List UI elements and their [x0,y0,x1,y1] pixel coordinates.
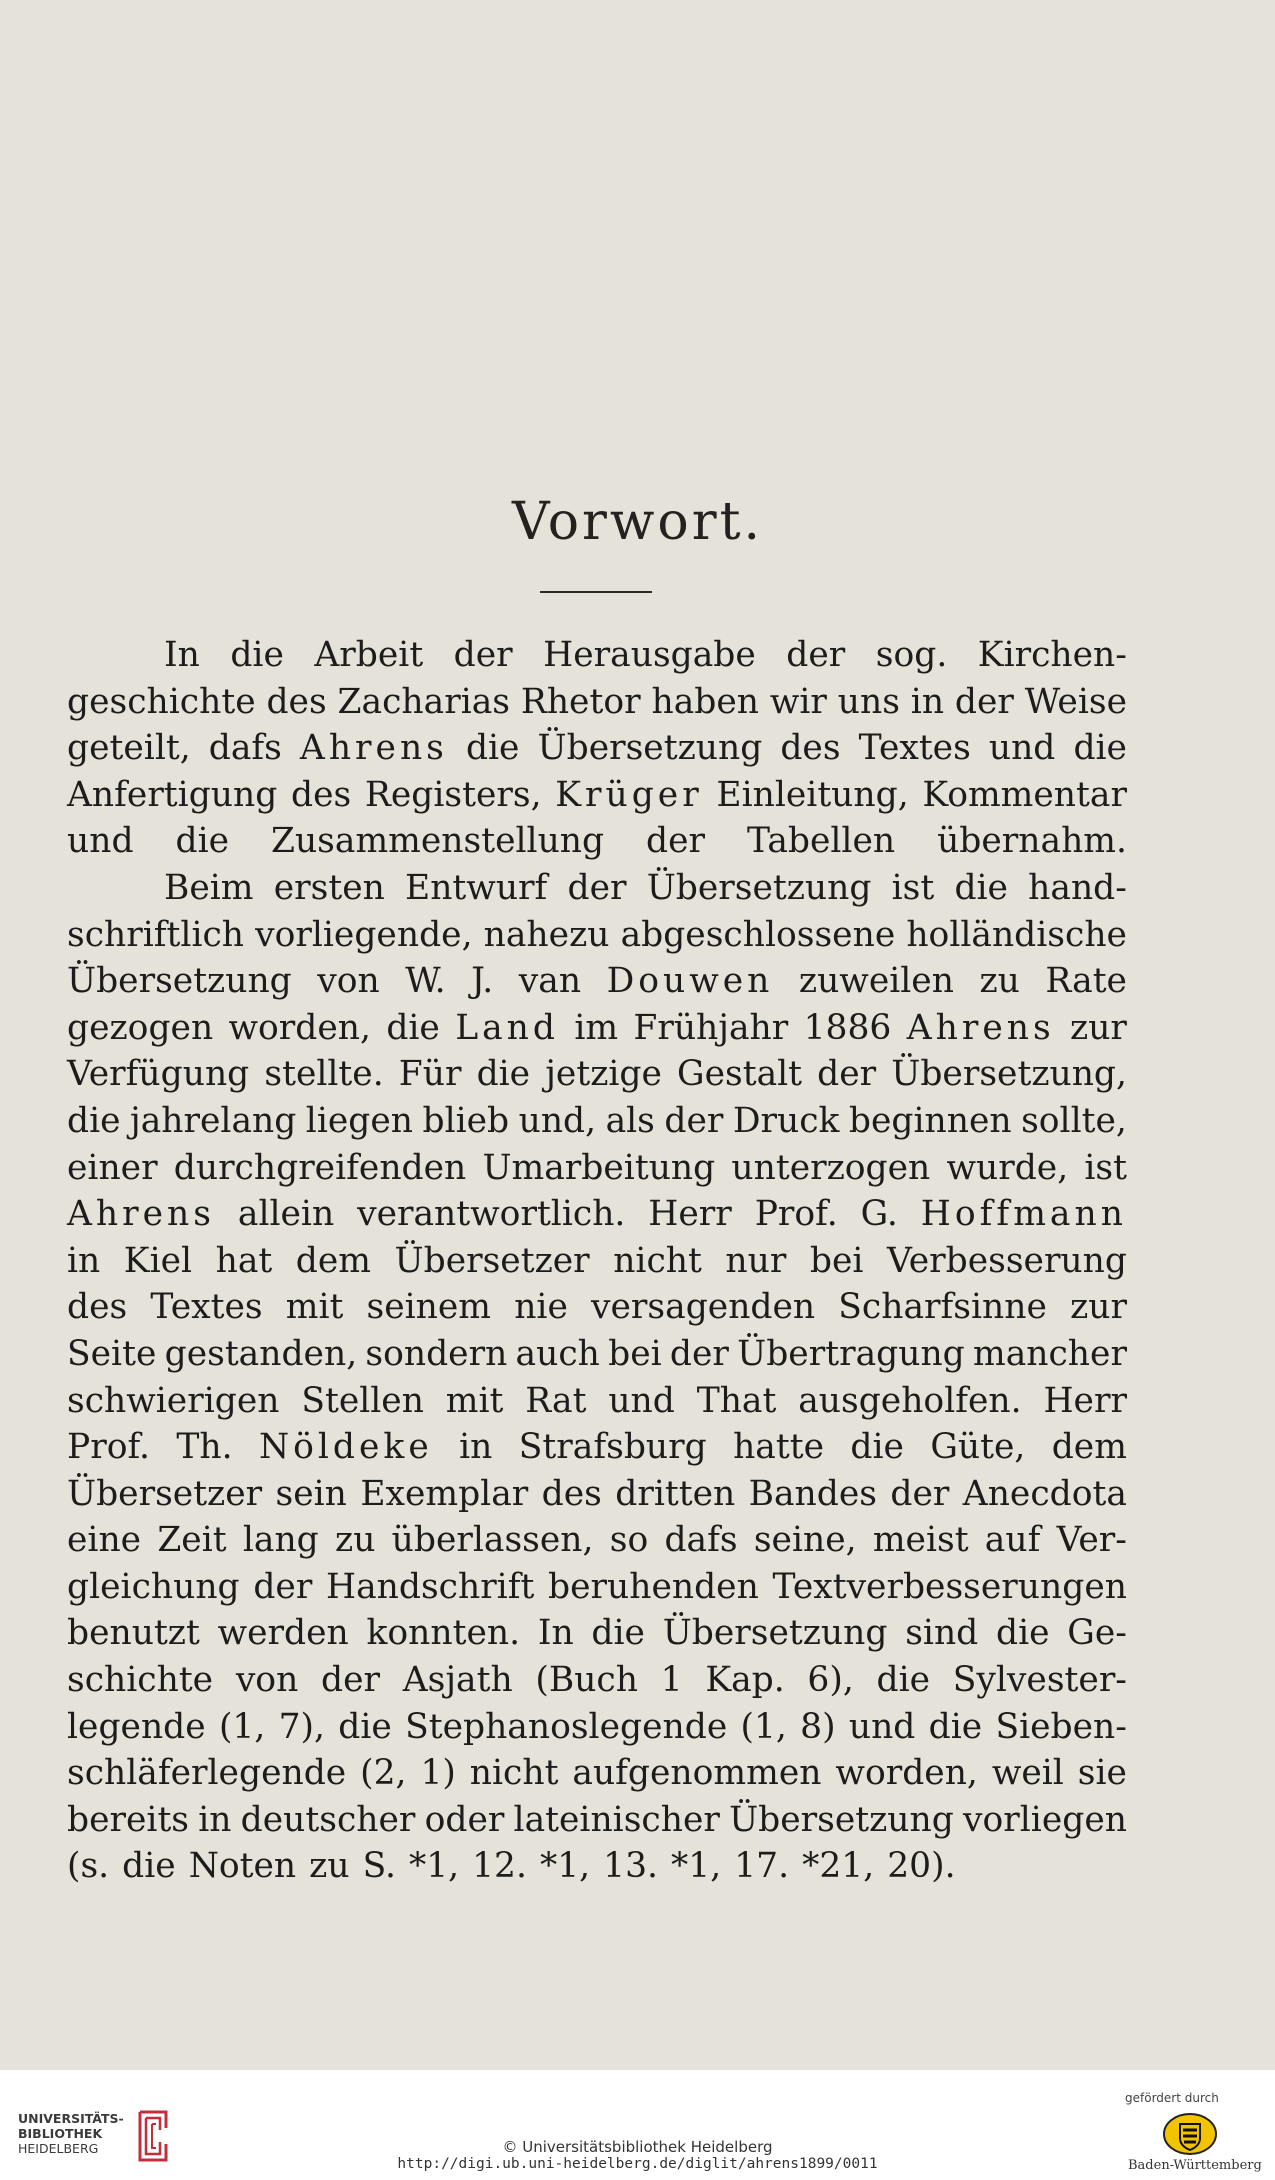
text-line [67,1051,1127,1098]
word: Th. [176,1427,233,1468]
word: lang [242,1520,319,1561]
word: holländische [906,914,1127,955]
word: Prof. [754,1194,838,1235]
text-line [67,1704,1127,1751]
word: Druck [732,1100,840,1141]
source-url[interactable]: http://digi.ub.uni-heidelberg.de/diglit/ahrens1899/0011 [397,2156,878,2172]
word: der [669,1333,729,1374]
word: Rhetor [520,681,641,722]
word: Stellen [301,1380,424,1421]
word: Douwen [606,961,774,1002]
funder-name: Baden-Württemberg [1128,2158,1262,2173]
word: der [321,1660,380,1701]
word: überlassen, [391,1520,594,1561]
word: Ahrens [906,1007,1055,1048]
word: stellte. [264,1054,384,1095]
word: schwierigen [67,1380,280,1421]
word: S. [362,1846,396,1887]
word: hand- [1028,867,1127,908]
word: weil [991,1753,1064,1794]
text-line [67,1843,1127,1890]
word: Übersetzung [662,1613,888,1654]
word: wir [769,681,827,722]
word: die [465,728,520,769]
text-line [67,1517,1127,1564]
word: zur [1070,1007,1127,1048]
word: und [608,1380,675,1421]
text-line [67,1564,1127,1611]
word: nur [725,1240,787,1281]
word: die [230,635,284,675]
word: Übersetzung [67,961,292,1002]
word: übernahm. [937,821,1127,862]
word: 1) [420,1753,456,1794]
word: Registers, [364,774,542,815]
word: 1886 [803,1007,892,1048]
word: Textes [858,728,971,769]
word: Kiel [123,1240,193,1281]
state-coat-of-arms-icon [1162,2112,1218,2156]
word: werden [217,1613,349,1654]
word: die [850,1427,904,1468]
word: des [266,681,327,722]
word: geteilt, [67,728,191,769]
word: Exemplar [360,1473,529,1514]
word: Scharfsinne [838,1287,1047,1328]
text-line [67,725,1127,772]
word: der [664,1100,724,1141]
word: 7), [278,1706,325,1747]
word: Sieben- [995,1706,1127,1747]
word: der [453,635,513,675]
word: ist [891,867,935,908]
word: vorliegende, [255,914,473,955]
word: hatte [733,1427,825,1468]
word: vorliegen [963,1799,1127,1840]
text-line [67,1378,1127,1425]
digitization-footer [0,2070,1275,2180]
word: deutscher [240,1799,416,1840]
word: (1, [218,1706,266,1747]
text-line [67,632,1127,679]
word: *21, [802,1846,875,1887]
word: sollte, [1021,1100,1127,1141]
text-line [67,1657,1127,1704]
word: Kommentar [922,774,1127,815]
word: (2, [360,1753,407,1794]
word: Ver- [1056,1520,1127,1561]
word: auf [984,1520,1041,1561]
word: die [122,1846,176,1887]
word: ist [1084,1147,1127,1188]
word: der [890,1473,950,1514]
word: ersten [273,867,385,908]
word: die [386,1007,440,1048]
text-line [67,1284,1127,1331]
word: seinem [366,1287,492,1328]
word: wurde, [946,1147,1069,1188]
text-line [67,912,1127,959]
copyright-notice: © Universitätsbibliothek Heidelberg [502,2138,773,2156]
word: Bandes [748,1473,877,1514]
word: Übersetzer [394,1240,590,1281]
word: seine, [753,1520,857,1561]
word: sie [1077,1753,1127,1794]
word: Anecdota [962,1473,1127,1514]
word: Weise [1024,681,1127,722]
word: Verbesserung [886,1240,1127,1281]
word: Übertragung [737,1333,965,1374]
word: 17. [734,1846,790,1887]
word: die [338,1706,392,1747]
word: als [605,1100,655,1141]
word: Prof. [67,1427,150,1468]
page-heading: Vorwort. [511,492,764,552]
word: die [928,1706,983,1747]
word: sondern [365,1333,508,1374]
word: Seite [67,1333,157,1374]
word: zu [335,1520,376,1561]
word: dem [1051,1427,1127,1468]
word: und, [518,1100,597,1141]
word: 6), [807,1660,854,1701]
word: legende [67,1706,206,1747]
word: Umarbeitung [482,1147,716,1188]
text-line [67,818,1127,865]
word: Stephanoslegende [405,1706,728,1747]
text-line [67,1191,1127,1238]
word: Übersetzung [537,728,763,769]
word: dafs [664,1520,738,1561]
library-name-line-2: BIBLIOTHEK [18,2126,103,2141]
word: worden, [835,1753,978,1794]
word: allein [237,1194,335,1235]
word: uns [837,681,900,722]
word: konnten. [366,1613,521,1654]
word: sein [275,1473,347,1514]
word: Arbeit [314,635,424,675]
word: unterzogen [731,1147,931,1188]
word: (Buch [535,1660,638,1701]
text-line [67,1331,1127,1378]
word: Hoffmann [920,1194,1127,1235]
word: der [817,1054,877,1095]
text-line [67,1098,1127,1145]
word: von [317,961,380,1002]
word: Übersetzer [67,1473,263,1514]
text-line [67,679,1127,726]
word: Übersetzung, [891,1054,1127,1095]
word: nicht [469,1753,559,1794]
word: der [253,1566,313,1607]
word: Herausgabe [543,635,756,675]
word: die [1073,728,1127,769]
word: im [574,1007,619,1048]
word: Textes [150,1287,263,1328]
word: worden, [228,1007,371,1048]
word: Noten [188,1846,297,1887]
word: dafs [208,728,282,769]
word: G. [860,1194,898,1235]
word: die [476,1054,531,1095]
word: Rat [525,1380,587,1421]
word: mit [285,1287,344,1328]
word: nie [514,1287,568,1328]
word: durchgreifenden [173,1147,467,1188]
heading-rule [540,591,652,593]
word: jahrelang [130,1100,297,1141]
word: Beim [164,867,254,908]
text-line [67,865,1127,912]
word: J. [471,961,494,1002]
library-name-line-3: HEIDELBERG [18,2141,99,2156]
word: That [696,1380,777,1421]
word: zur [1070,1287,1127,1328]
word: der [646,821,706,862]
word: gezogen [67,1007,214,1048]
word: bei [608,1333,662,1374]
word: van [518,961,582,1002]
word: nahezu [483,914,610,955]
word: Verfügung [67,1054,250,1095]
text-line [67,1471,1127,1518]
word: oder [424,1799,505,1840]
word: Gestalt [677,1054,803,1095]
word: liegen [305,1100,414,1141]
word: eine [67,1520,142,1561]
text-line [67,1610,1127,1657]
word: schichte [67,1660,214,1701]
word: zuweilen [798,961,954,1002]
word: Krüger [555,774,703,815]
word: Sylvester- [952,1660,1127,1701]
word: Zacharias [337,681,510,722]
word: des [67,1287,128,1328]
word: In [164,635,200,675]
text-line [67,1238,1127,1285]
word: (1, [740,1706,787,1747]
word: der [567,867,627,908]
word: in [459,1427,493,1468]
word: gleichung [67,1566,240,1607]
word: aufgenommen [572,1753,822,1794]
word: *1, [408,1846,460,1887]
text-line [67,958,1127,1005]
word: Ge- [1067,1613,1127,1654]
word: dem [295,1240,371,1281]
word: die [175,821,230,862]
word: Tabellen [747,821,896,862]
word: der [786,635,846,675]
word: 20). [887,1846,956,1887]
word: Land [455,1007,559,1048]
text-line [67,1424,1127,1471]
word: sog. [875,635,948,675]
word: *1, [539,1846,591,1887]
word: Güte, [930,1427,1026,1468]
word: beginnen [848,1100,1012,1141]
word: Nöldeke [258,1427,433,1468]
word: Rate [1045,961,1127,1002]
word: der [954,681,1014,722]
word: die [995,1613,1050,1654]
word: 8) [800,1706,836,1747]
word: zu [979,961,1020,1002]
word: ausgeholfen. [798,1380,1022,1421]
word: Strafsburg [518,1427,707,1468]
word: und [67,821,134,862]
word: 12. [472,1846,527,1887]
word: die [954,867,1008,908]
word: meist [872,1520,969,1561]
word: in [198,1799,232,1840]
word: Ahrens [67,1194,215,1235]
text-line [67,1750,1127,1797]
word: nicht [613,1240,702,1281]
word: in [910,681,945,722]
word: Zeit [157,1520,227,1561]
word: und [848,1706,916,1747]
word: und [988,728,1056,769]
word: von [235,1660,299,1701]
word: verantwortlich. [357,1194,626,1235]
word: Ahrens [299,728,448,769]
word: Kirchen- [977,635,1127,675]
word: mit [445,1380,504,1421]
word: in [67,1240,101,1281]
word: Übersetzung [646,867,872,908]
word: auch [515,1333,600,1374]
word: bereits [67,1799,190,1840]
word: abgeschlossene [620,914,896,955]
word: gestanden, [164,1333,358,1374]
word: Anfertigung [67,774,278,815]
library-name-line-1: UNIVERSITÄTS- [18,2111,124,2126]
word: schläferlegende [67,1753,347,1794]
word: versagenden [591,1287,816,1328]
word: die [67,1100,121,1141]
word: mancher [972,1333,1127,1374]
word: (s. [67,1846,110,1887]
word: jetzige [545,1054,662,1095]
word: schriftlich [67,914,245,955]
word: Zusammenstellung [270,821,605,862]
preface-text [67,632,1127,1890]
word: des [780,728,841,769]
word: 13. [603,1846,659,1887]
word: einer [67,1147,158,1188]
word: so [609,1520,649,1561]
word: lateinischer [513,1799,720,1840]
word: benutzt [67,1613,200,1654]
word: Entwurf [405,867,548,908]
text-line [67,772,1127,819]
text-line [67,1005,1127,1052]
word: Textverbesserungen [772,1566,1127,1607]
text-line [67,1145,1127,1192]
word: 1 [660,1660,683,1701]
word: Für [398,1054,462,1095]
word: Frühjahr [633,1007,789,1048]
word: die [876,1660,931,1701]
word: Übersetzung [729,1799,954,1840]
word: Herr [1043,1380,1127,1421]
funded-by-label: gefördert durch [1125,2091,1219,2105]
word: Handschrift [325,1566,535,1607]
word: hat [215,1240,273,1281]
word: zu [309,1846,350,1887]
text-line [67,1797,1127,1844]
word: geschichte [67,681,256,722]
word: *1, [671,1846,722,1887]
word: beruhenden [548,1566,759,1607]
word: Kap. [705,1660,785,1701]
word: Asjath [402,1660,513,1701]
word: dritten [615,1473,736,1514]
word: Herr [648,1194,732,1235]
word: sind [905,1613,979,1654]
word: In [537,1613,574,1654]
word: Einleitung, [716,774,909,815]
word: des [541,1473,602,1514]
word: blieb [422,1100,510,1141]
word: W. [405,961,446,1002]
word: des [291,774,352,815]
word: die [591,1613,645,1654]
word: bei [809,1240,864,1281]
word: haben [651,681,759,722]
